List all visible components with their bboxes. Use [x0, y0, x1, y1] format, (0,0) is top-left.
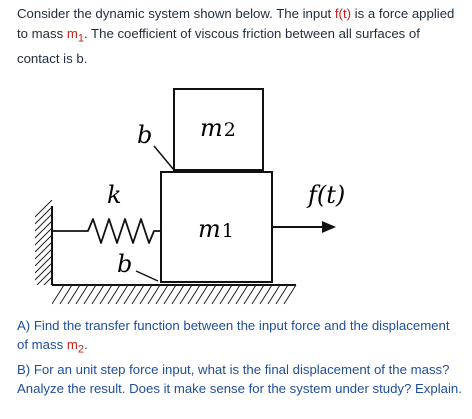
wall-hatching: [35, 200, 52, 301]
question-a-text: A) Find the transfer function between the input force and the displacement of mass: [17, 318, 450, 352]
intro-part-2: is a force applied to mass: [17, 6, 455, 41]
friction-pointer-top: [154, 146, 174, 170]
mass-1-label: m1: [198, 215, 234, 243]
mass2-symbol: [66, 336, 84, 356]
mass1-subscript: 1: [77, 32, 84, 45]
intro-part-3: . The coefficient of viscous friction between all surfaces of contact is b.: [17, 26, 420, 66]
question-b-text: B) For an unit step force input, what is the final displacement of the mass? Analyze the result. Does it make sense for the system under study? Explain.: [17, 362, 462, 396]
question-a-end: .: [83, 336, 88, 352]
mass2-subscript: 2: [77, 343, 84, 356]
spring-constant-label: k: [107, 181, 122, 209]
friction-pointer-bottom: [136, 271, 158, 281]
spring: [52, 219, 161, 243]
intro-part-1: Consider the dynamic system shown below. The input: [17, 6, 335, 21]
mass1-letter: m: [66, 26, 78, 41]
input-symbol: f(t): [334, 6, 352, 21]
mass2-letter: m: [66, 336, 78, 352]
force-label: f(t): [308, 181, 346, 209]
friction-label-top: b: [137, 121, 153, 149]
force-arrow-head: [322, 221, 336, 233]
mass-2-label: m2: [200, 114, 236, 142]
question-a: [17, 317, 462, 359]
floor-hatching: [52, 285, 296, 304]
friction-label-bottom: b: [117, 250, 133, 278]
question-b: [17, 361, 462, 398]
